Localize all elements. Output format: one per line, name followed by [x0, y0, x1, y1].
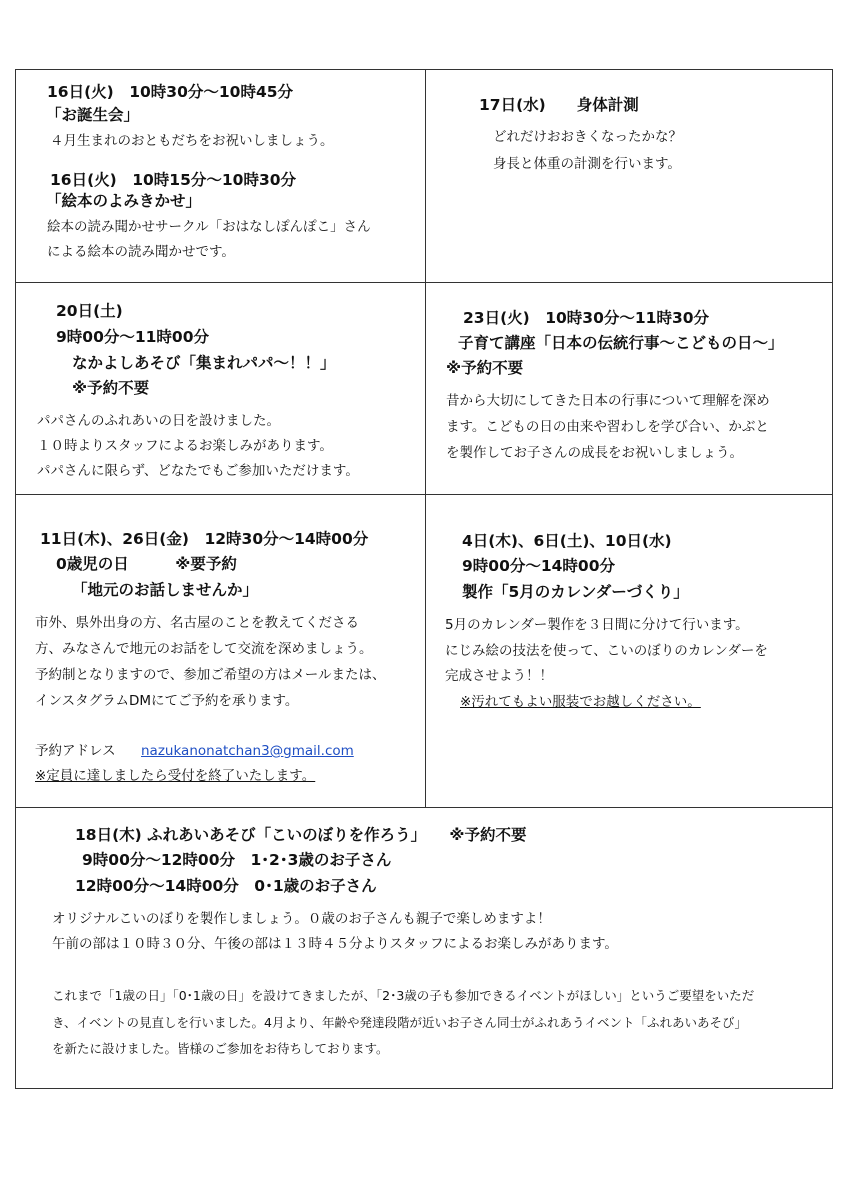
- event-text: パパさんのふれあいの日を設けました。: [37, 413, 280, 429]
- event-text: これまで「1歳の日」「0･1歳の日」を設けてきましたが、「2･3歳の子も参加できるイベントがほしい」というご要望をいただ: [52, 988, 755, 1003]
- event-time: 9時00分～12時00分 1･2･3歳のお子さん: [82, 851, 392, 869]
- divider: [16, 282, 832, 283]
- event-title: 「地元のお話しませんか」: [72, 581, 259, 599]
- event-time: 9時00分～11時00分: [56, 328, 209, 346]
- event-text: パパさんに限らず、どなたでもご参加いただけます。: [37, 463, 359, 479]
- event-text: 昔から大切にしてきた日本の行事について理解を深め: [446, 393, 770, 409]
- event-text: を新たに設けました。皆様のご参加をお待ちしております。: [52, 1041, 389, 1056]
- divider: [16, 494, 832, 495]
- event-footnote: ※定員に達しましたら受付を終了いたします。: [35, 768, 316, 784]
- event-text: １０時よりスタッフによるお楽しみがあります。: [37, 438, 333, 454]
- event-title: 「お誕生会」: [46, 106, 140, 124]
- event-heading: 16日(火) 10時30分～10時45分: [47, 83, 294, 101]
- event-note: ※予約不要: [72, 379, 150, 397]
- event-time: 9時00分～14時00分: [462, 557, 615, 575]
- event-text: 身長と体重の計測を行います。: [493, 156, 681, 172]
- event-title: 製作「5月のカレンダーづくり」: [462, 583, 689, 601]
- reservation-email-link[interactable]: nazukanonatchan3@gmail.com: [141, 743, 354, 759]
- event-text: 予約制となりますので、参加ご希望の方はメールまたは、: [35, 667, 386, 683]
- event-text: 絵本の読み聞かせサークル「おはなしぽんぽこ」さん: [47, 219, 371, 235]
- event-heading: 16日(火) 10時15分～10時30分: [50, 171, 297, 189]
- event-title: 「絵本のよみきかせ」: [46, 192, 202, 210]
- event-time: 12時00分～14時00分 0･1歳のお子さん: [75, 877, 377, 895]
- event-text: 市外、県外出身の方、名古屋のことを教えてくださる: [35, 615, 359, 631]
- event-heading: 17日(水) 身体計測: [479, 96, 639, 114]
- event-text: を製作してお子さんの成長をお祝いしましょう。: [446, 445, 743, 461]
- event-text: オリジナルこいのぼりを製作しましょう。０歳のお子さんも親子で楽しめますよ！: [52, 911, 551, 927]
- event-text: 5月のカレンダー製作を３日間に分けて行います。: [445, 617, 749, 633]
- event-text: ４月生まれのおともだちをお祝いしましょう。: [50, 133, 334, 149]
- column-divider: [425, 70, 426, 807]
- event-sub: 0歳児の日 ※要予約: [56, 555, 237, 573]
- event-heading: 4日(木)、6日(土)、10日(水): [462, 532, 672, 550]
- event-text: インスタグラムDMにてご予約を承ります。: [35, 693, 299, 709]
- event-text: 方、みなさんで地元のお話をして交流を深めましょう。: [35, 641, 373, 657]
- event-title: 子育て講座「日本の伝統行事～こどもの日～」: [458, 334, 784, 352]
- event-footnote: ※汚れてもよい服装でお越しください。: [460, 694, 701, 710]
- event-heading: 23日(火) 10時30分～11時30分: [463, 309, 710, 327]
- event-text: き、イベントの見直しを行いました。4月より、年齢や発達段階が近いお子さん同士がふれあうイベント「ふれあいあそび」: [52, 1015, 747, 1030]
- event-note: ※予約不要: [446, 359, 524, 377]
- event-text: による絵本の読み聞かせです。: [47, 244, 235, 260]
- event-heading: 20日(土): [56, 302, 123, 320]
- event-title: なかよしあそび「集まれパパ～！！」: [72, 354, 336, 372]
- event-text: ます。こどもの日の由来や習わしを学び合い、かぶと: [446, 419, 769, 435]
- event-heading: 18日(木) ふれあいあそび「こいのぼりを作ろう」 ※予約不要: [75, 826, 527, 844]
- event-text: にじみ絵の技法を使って、こいのぼりのカレンダーを: [445, 643, 768, 659]
- event-text: 完成させよう！！: [445, 668, 553, 684]
- reservation-address-label: 予約アドレス: [35, 743, 116, 759]
- event-text: どれだけおおきくなったかな？: [493, 129, 682, 145]
- event-text: 午前の部は１０時３０分、午後の部は１３時４５分よりスタッフによるお楽しみがあります。: [52, 936, 618, 952]
- divider: [16, 807, 832, 808]
- event-heading: 11日(木)、26日(金) 12時30分～14時00分: [40, 530, 369, 548]
